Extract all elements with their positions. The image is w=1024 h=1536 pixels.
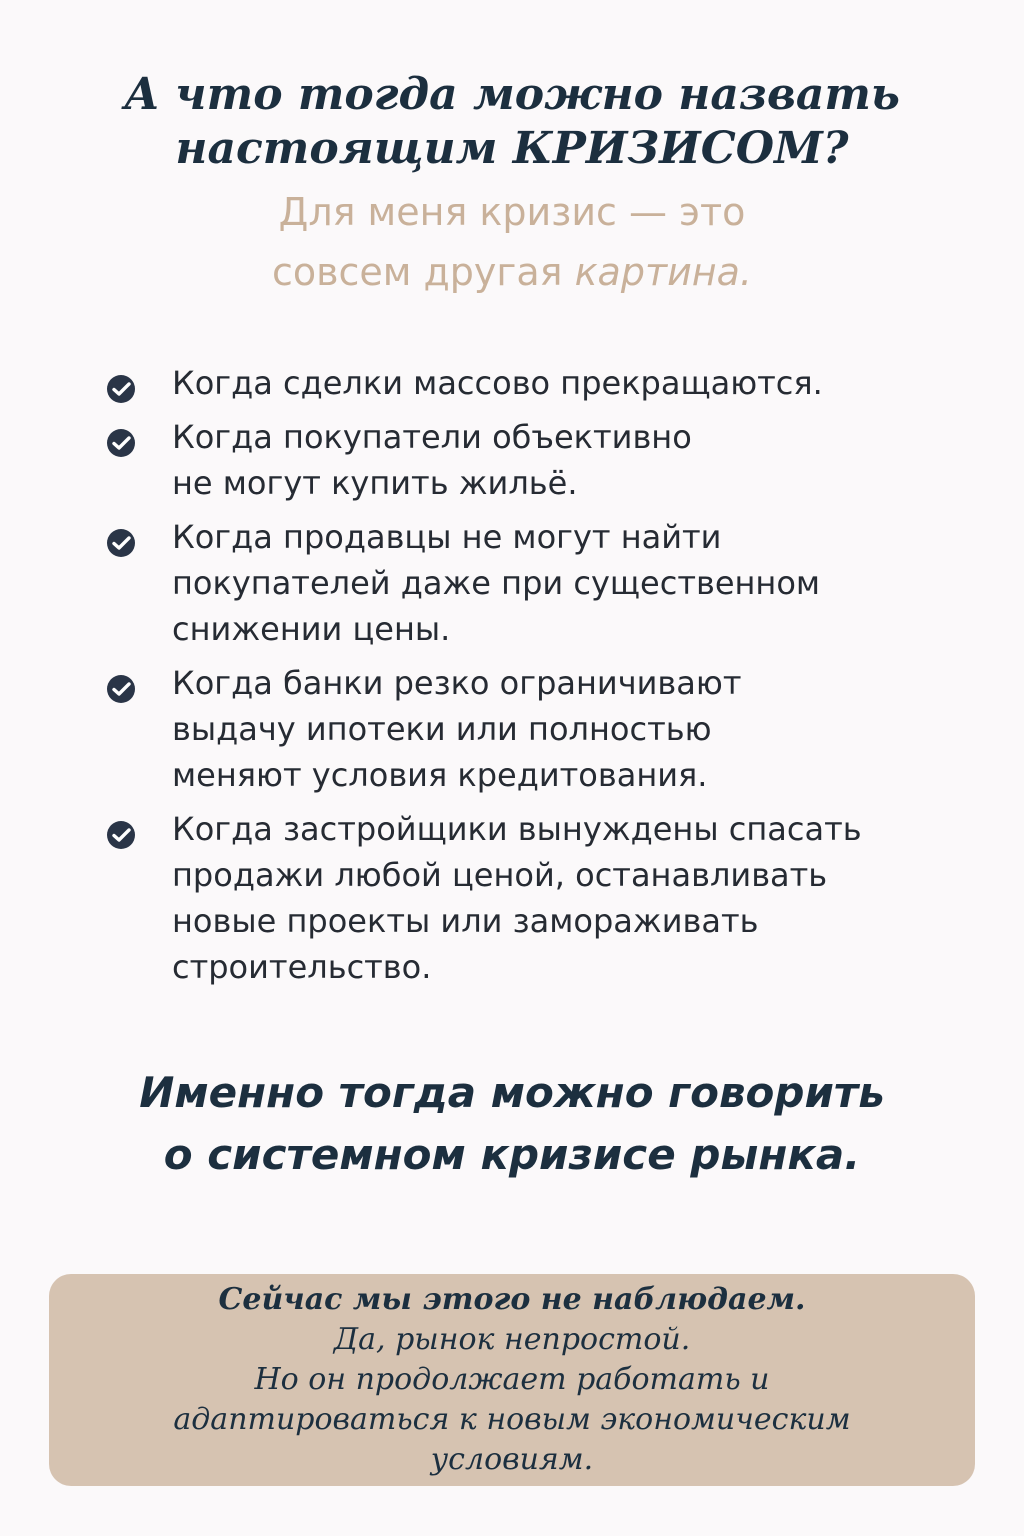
conclusion-line-2: о системном кризисе рынка. [163,1130,861,1179]
note-line-4: условиям. [430,1442,594,1477]
check-circle-icon [104,526,138,560]
list-item [100,360,980,406]
note-line-3: адаптироваться к новым экономическим [173,1402,851,1437]
list-item-line: Когда застройщики вынуждены спасать [172,810,862,848]
subtitle-line-2 [0,242,1024,302]
list-item-line: выдачу ипотеки или полностью [172,710,712,748]
list-item-line: строительство. [172,948,432,986]
list-item-line: Когда покупатели объективно [172,418,692,456]
crisis-signs-list [100,360,980,998]
list-item-text [172,514,980,652]
note-title: Сейчас мы этого не наблюдаем. [218,1282,806,1317]
list-item-line: Когда банки резко ограничивают [172,664,742,702]
list-item [100,660,980,798]
list-item [100,514,980,652]
title-line-2: настоящим КРИЗИСОМ? [175,123,849,174]
check-circle-icon [104,426,138,460]
page-title [0,68,1024,176]
subtitle-line-1: Для меня кризис — это [278,190,746,234]
list-item-line: продажи любой ценой, останавливать [172,856,828,894]
list-item-text [172,360,980,406]
list-item-line: Когда продавцы не могут найти [172,518,722,556]
list-item [100,806,980,990]
check-circle-icon [104,672,138,706]
title-line-1: А что тогда можно назвать [124,69,900,120]
list-item-line: меняют условия кредитования. [172,756,708,794]
subtitle-line-2-plain: совсем другая [271,250,575,294]
check-circle-icon [104,372,138,406]
list-item-line: Когда сделки массово прекращаются. [172,364,823,402]
check-circle-icon [104,818,138,852]
list-item-line: не могут купить жильё. [172,464,578,502]
list-item-line: покупателей даже при существенном [172,564,821,602]
list-item-line: новые проекты или замораживать [172,902,759,940]
list-item-line: снижении цены. [172,610,451,648]
subtitle-line-2-italic: картина. [574,250,753,294]
list-item [100,414,980,506]
list-item-text [172,414,980,506]
note-box [49,1274,975,1486]
list-item-text [172,660,980,798]
conclusion [0,1062,1024,1186]
note-line-1: Да, рынок непростой. [333,1322,691,1357]
subtitle [0,182,1024,302]
conclusion-line-1: Именно тогда можно говорить [139,1068,885,1117]
list-item-text [172,806,980,990]
note-line-2: Но он продолжает работать и [254,1362,770,1397]
